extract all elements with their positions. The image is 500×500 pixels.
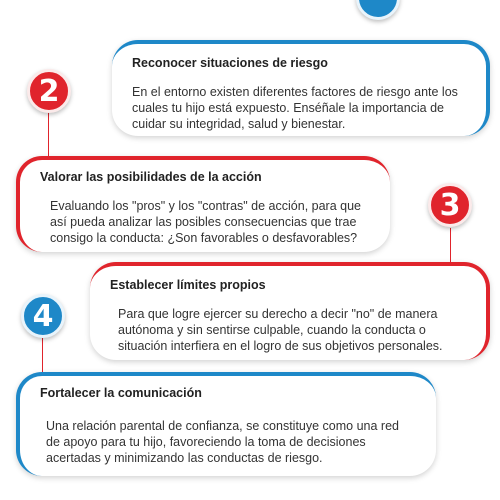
card-establecer-text: Para que logre ejercer su derecho a decir "no" de manera autónoma y sin sentirse culpable, cuando la conducta o situación interfiera en el logro de sus objetivos personales. xyxy=(118,307,443,353)
card-fortalecer-text: Una relación parental de confianza, se constituye como una red de apoyo para tu hijo, favoreciendo la toma de decisiones acertadas y minimizando las conductas de riesgo. xyxy=(46,419,399,465)
card-valorar-posibilidades xyxy=(16,156,390,252)
card-fortalecer-comunicacion xyxy=(16,372,436,476)
card-valorar-text: Evaluando los "pros" y los "contras" de acción, para que así pueda analizar las posibles consecuencias que trae consigo la conducta: ¿Son favorables o desfavorables? xyxy=(50,199,361,245)
card-reconocer-text: En el entorno existen diferentes factores de riesgo ante los cuales tu hijo está expuesto. Enséñale la importancia de cuidar su integridad, salud y bienestar. xyxy=(132,85,458,131)
card-establecer-limites xyxy=(90,262,490,360)
step-4-number: 4 xyxy=(32,298,54,334)
step-2-badge xyxy=(27,69,71,113)
step-3-badge xyxy=(428,183,472,227)
card-establecer-title: Establecer límites propios xyxy=(110,278,266,292)
step-4-badge xyxy=(21,294,65,338)
card-reconocer-title: Reconocer situaciones de riesgo xyxy=(132,56,328,70)
step-2-number: 2 xyxy=(38,73,60,109)
card-fortalecer-title: Fortalecer la comunicación xyxy=(40,386,202,400)
step-1-badge xyxy=(356,0,400,20)
card-valorar-title: Valorar las posibilidades de la acción xyxy=(40,170,262,184)
card-reconocer-situaciones xyxy=(112,40,490,136)
step-3-number: 3 xyxy=(439,187,461,223)
